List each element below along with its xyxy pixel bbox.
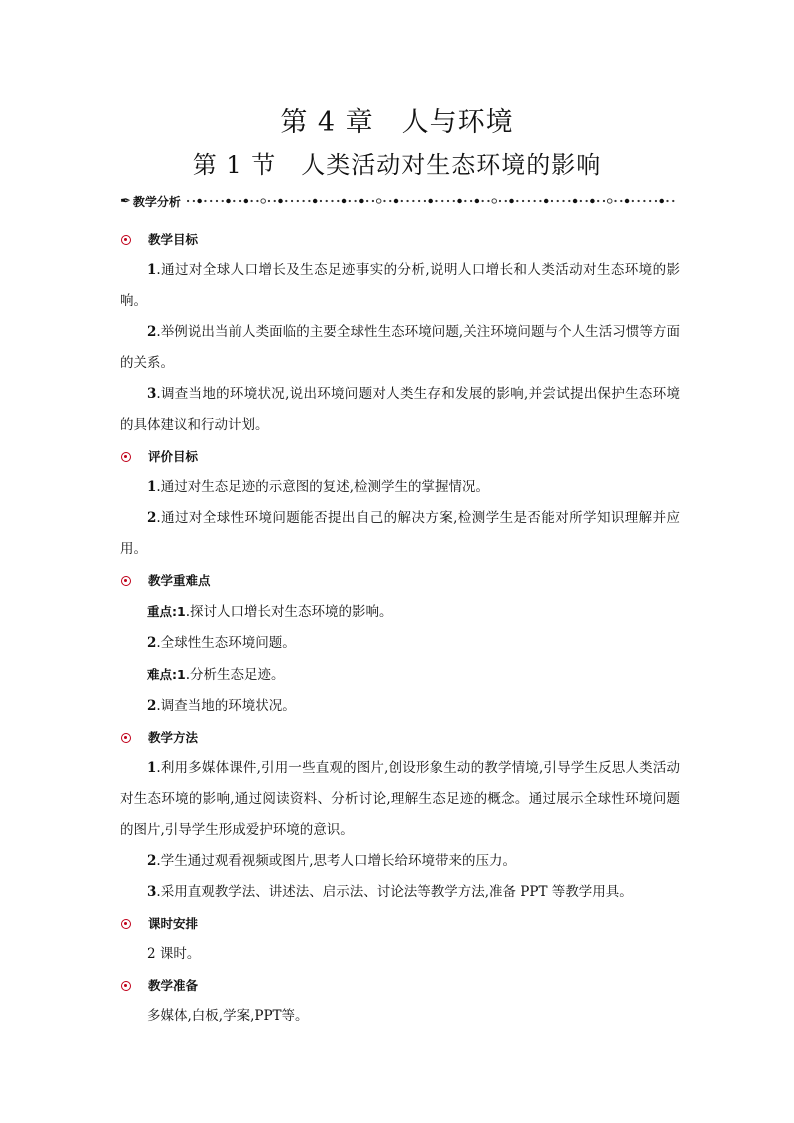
objective-item: 2.举例说出当前人类面临的主要全球性生态环境问题,关注环境问题与个人生活习惯等方面的关系。 [120, 324, 680, 371]
divider-dot [261, 199, 266, 203]
divider-dot [424, 200, 426, 202]
divider-dot [637, 200, 639, 202]
section-bullet-icon [121, 452, 131, 462]
method-item: 2.学生通过观看视频或图片,思考人口增长给环境带来的压力。 [147, 853, 516, 869]
divider-dot [291, 200, 293, 202]
divider-dot [359, 199, 364, 203]
divider-dot [597, 200, 599, 202]
divider-dot [197, 199, 202, 203]
divider-dot [643, 200, 645, 202]
divider-dot [481, 200, 483, 202]
divider-dot [475, 199, 480, 203]
divider-dot [447, 200, 449, 202]
teaching-analysis-label: 教学分析 [132, 194, 181, 209]
divider-dot [326, 200, 328, 202]
divider-dot [614, 200, 616, 202]
divider-dot [603, 200, 605, 202]
divider-dot [453, 200, 455, 202]
divider-dot [516, 200, 518, 202]
divider-dot [187, 200, 189, 202]
pen-icon: ✒ [120, 193, 131, 209]
divider-dot [649, 200, 651, 202]
divider-dot [222, 200, 224, 202]
divider-dot [435, 200, 437, 202]
divider-dot [308, 200, 310, 202]
divider-dot [226, 199, 231, 203]
divider-dot [244, 199, 249, 203]
chapter-title: 第 4 章 人与环境 [280, 107, 514, 138]
divider-dot [585, 200, 587, 202]
divider-dot [557, 200, 559, 202]
divider-dot [372, 200, 374, 202]
divider-dot [278, 199, 283, 203]
divider-dot [274, 200, 276, 202]
section-heading-preparation: 教学准备 [120, 970, 680, 1001]
divider-dot [342, 199, 347, 203]
divider-dot [573, 199, 578, 203]
divider-dot [256, 200, 258, 202]
divider-dot [383, 200, 385, 202]
key-point-item: 重点:1.探讨人口增长对生态环境的影响。 [147, 604, 393, 620]
section-heading-schedule: 课时安排 [120, 908, 680, 939]
divider-dot [193, 200, 195, 202]
section-bullet-icon [121, 981, 131, 991]
divider-dot [210, 200, 212, 202]
divider-dot [492, 199, 497, 203]
difficult-point-item: 难点:1.分析生态足迹。 [147, 667, 285, 683]
divider-dot [441, 200, 443, 202]
divider-dot [470, 200, 472, 202]
method-item: 3.采用直观教学法、讲述法、启示法、讨论法等教学方法,准备 PPT 等教学用具。 [147, 884, 633, 900]
preparation-text: 多媒体,白板,学案,PPT等。 [147, 1008, 309, 1024]
section-heading-evaluation: 评价目标 [120, 441, 680, 472]
schedule-text: 2 课时。 [147, 946, 201, 962]
divider-dot [666, 200, 668, 202]
section-heading-key-points: 教学重难点 [120, 565, 680, 596]
difficult-point-item: 2.调查当地的环境状况。 [147, 698, 296, 714]
divider-dot [672, 200, 674, 202]
divider-dot [285, 200, 287, 202]
teaching-analysis-bar [120, 191, 680, 211]
evaluation-item: 1.通过对生态足迹的示意图的复述,检测学生的掌握情况。 [147, 479, 489, 495]
divider-dot [216, 200, 218, 202]
divider-dot [331, 200, 333, 202]
divider-dot [568, 200, 570, 202]
section-heading-methods: 教学方法 [120, 722, 680, 753]
divider-dot [551, 200, 553, 202]
divider-dot [539, 200, 541, 202]
evaluation-item: 2.通过对全球性环境问题能否提出自己的解决方案,检测学生是否能对所学知识理解并应用。 [120, 510, 680, 557]
divider-dot [620, 200, 622, 202]
divider-dot [457, 199, 462, 203]
divider-dot [204, 200, 206, 202]
divider-dot [302, 200, 304, 202]
section-bullet-icon [121, 733, 131, 743]
dotted-divider [185, 197, 680, 205]
divider-dot [389, 200, 391, 202]
divider-dot [632, 200, 634, 202]
divider-dot [233, 200, 235, 202]
divider-dot [412, 200, 414, 202]
divider-dot [239, 200, 241, 202]
section-bullet-icon [121, 919, 131, 929]
divider-dot [509, 199, 514, 203]
divider-dot [580, 200, 582, 202]
divider-dot [625, 199, 630, 203]
divider-dot [349, 200, 351, 202]
divider-dot [354, 200, 356, 202]
divider-dot [505, 200, 507, 202]
divider-dot [487, 200, 489, 202]
section-title: 第 1 节 人类活动对生态环境的影响 [192, 151, 602, 179]
divider-dot [366, 200, 368, 202]
divider-dot [320, 200, 322, 202]
divider-dot [528, 200, 530, 202]
section-bullet-icon [121, 576, 131, 586]
method-item: 1.利用多媒体课件,引用一些直观的图片,创设形象生动的教学情境,引导学生反思人类活动对生态环境的影响,通过阅读资料、分析讨论,理解生态足迹的概念。通过展示全球性环境问题的图片,引导学生形成爱护环境的意识。 [120, 760, 680, 838]
divider-dot [562, 200, 564, 202]
objective-item: 3.调查当地的环境状况,说出环境问题对人类生存和发展的影响,并尝试提出保护生态环境的具体建议和行动计划。 [120, 386, 680, 433]
divider-dot [401, 200, 403, 202]
lesson-content [120, 224, 680, 1032]
divider-dot [428, 199, 433, 203]
divider-dot [297, 200, 299, 202]
section-heading-objectives: 教学目标 [120, 224, 680, 255]
divider-dot [522, 200, 524, 202]
key-point-item: 2.全球性生态环境问题。 [147, 635, 296, 651]
divider-dot [464, 200, 466, 202]
divider-dot [268, 200, 270, 202]
divider-dot [533, 200, 535, 202]
divider-dot [394, 199, 399, 203]
divider-dot [659, 199, 664, 203]
divider-dot [313, 199, 318, 203]
divider-dot [655, 200, 657, 202]
divider-dot [418, 200, 420, 202]
section-bullet-icon [121, 235, 131, 245]
divider-dot [250, 200, 252, 202]
divider-dot [607, 199, 612, 203]
divider-dot [406, 200, 408, 202]
objective-item: 1.通过对全球人口增长及生态足迹事实的分析,说明人口增长和人类活动对生态环境的影响。 [120, 262, 680, 309]
divider-dot [590, 199, 595, 203]
divider-dot [376, 199, 381, 203]
divider-dot [337, 200, 339, 202]
divider-dot [544, 199, 549, 203]
divider-dot [499, 200, 501, 202]
